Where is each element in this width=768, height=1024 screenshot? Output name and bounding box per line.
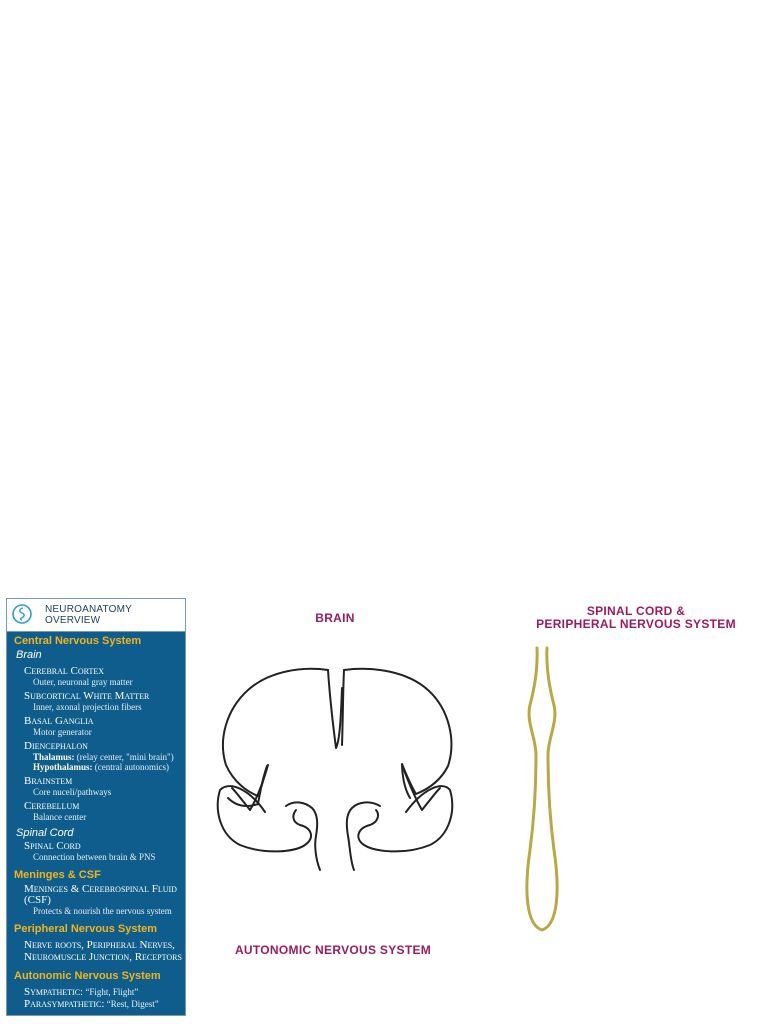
- sympathetic-desc: “Fight, Flight”: [83, 987, 139, 997]
- spinal-cord: [527, 648, 557, 930]
- item-desc: Outer, neuronal gray matter: [33, 677, 133, 687]
- left-basal-contour: [286, 802, 320, 870]
- item-name: Meninges & Cerebrospinal Fluid (CSF): [24, 883, 177, 906]
- parasympathetic-label: Parasympathetic:: [24, 998, 105, 1010]
- label-autonomic: AUTONOMIC NERVOUS SYSTEM: [234, 943, 432, 957]
- right-basal-contour: [347, 802, 380, 870]
- item-desc: Motor generator: [33, 727, 92, 737]
- label-spinal-line1: SPINAL CORD &: [586, 604, 686, 618]
- meninges-title: Meninges & CSF: [14, 869, 101, 881]
- thalamus-desc: (relay center, "mini brain"): [74, 752, 174, 762]
- brain-outline: [218, 669, 452, 870]
- item-desc: Protects & nourish the nervous system: [33, 906, 172, 916]
- item-name: Cerebellum: [24, 800, 80, 812]
- pns-line1: Nerve roots, Peripheral Nerves,: [24, 939, 175, 951]
- panel-title-line2: OVERVIEW: [45, 615, 101, 626]
- left-temporal-lobe: [218, 786, 311, 851]
- sympathetic-label: Sympathetic:: [24, 986, 84, 998]
- item-name: Cerebral Cortex: [24, 665, 105, 677]
- parasympathetic-desc: “Rest, Digest”: [104, 999, 159, 1009]
- panel-title-line1: NEUROANATOMY: [45, 604, 133, 615]
- item-desc: Balance center: [33, 812, 87, 822]
- item-name: Brainstem: [24, 775, 73, 787]
- spinal-subtitle: Spinal Cord: [16, 827, 74, 839]
- hypothalamus-desc: (central autonomics): [92, 762, 169, 772]
- ans-title: Autonomic Nervous System: [14, 970, 161, 982]
- brain-subtitle: Brain: [16, 649, 42, 661]
- left-medial-line: [328, 670, 342, 748]
- item-name: Subcortical White Matter: [24, 690, 150, 702]
- item-desc: Connection between brain & PNS: [33, 852, 156, 862]
- item-desc: Core nuceli/pathways: [33, 787, 112, 797]
- right-medial-line: [342, 670, 344, 745]
- item-desc: Inner, axonal projection fibers: [33, 702, 142, 712]
- item-name: Spinal Cord: [24, 840, 81, 852]
- item-name: Diencephalon: [24, 740, 88, 752]
- right-hemisphere-outline: [344, 669, 451, 798]
- label-spinal-line2: PERIPHERAL NERVOUS SYSTEM: [536, 617, 736, 631]
- hypothalamus-label: Hypothalamus:: [33, 762, 93, 772]
- label-brain: BRAIN: [315, 611, 355, 625]
- pns-line2: Neuromuscle Junction, Receptors: [24, 951, 182, 963]
- pns-title: Peripheral Nervous System: [14, 923, 158, 935]
- cns-title: Central Nervous System: [14, 635, 142, 647]
- right-temporal-lobe: [358, 786, 452, 851]
- left-hemisphere-outline: [223, 669, 328, 806]
- item-name: Basal Ganglia: [24, 715, 94, 727]
- thalamus-label: Thalamus:: [33, 752, 75, 762]
